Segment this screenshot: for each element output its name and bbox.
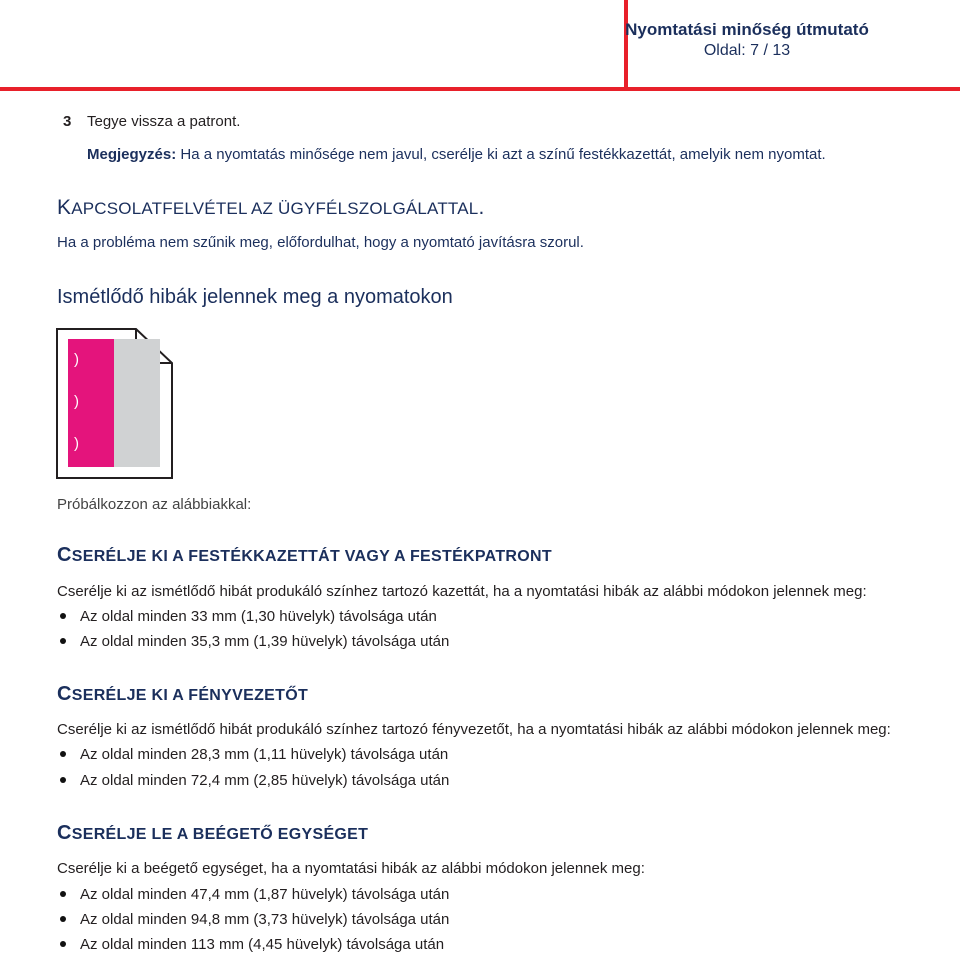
section-text: Cserélje ki az ismétlődő hibát produkáló színhez tartozó fényvezetőt, ha a nyomtatási hibák az alábbi módokon jelennek meg: bbox=[57, 721, 891, 738]
section-heading: CSERÉLJE KI A FÉNYVEZETŐT bbox=[57, 683, 309, 705]
list-item: Az oldal minden 72,4 mm (2,85 hüvelyk) távolsága után bbox=[60, 772, 449, 789]
section-heading: CSERÉLJE KI A FESTÉKKAZETTÁT VAGY A FESTÉKPATRONT bbox=[57, 544, 552, 566]
repeating-defects-illustration bbox=[56, 328, 174, 480]
step-text: Tegye vissza a patront. bbox=[87, 113, 241, 130]
step-number: 3 bbox=[63, 113, 72, 130]
contact-heading: KAPCSOLATFELVÉTEL AZ ÜGYFÉLSZOLGÁLATTAL. bbox=[57, 196, 485, 219]
list-item: Az oldal minden 94,8 mm (3,73 hüvelyk) távolsága után bbox=[60, 911, 449, 928]
contact-text: Ha a probléma nem szűnik meg, előfordulhat, hogy a nyomtató javításra szorul. bbox=[57, 234, 584, 251]
list-item: Az oldal minden 47,4 mm (1,87 hüvelyk) távolsága után bbox=[60, 886, 449, 903]
step-item bbox=[63, 113, 240, 130]
note bbox=[87, 146, 826, 163]
section-text: Cserélje ki a beégető egységet, ha a nyomtatási hibák az alábbi módokon jelennek meg: bbox=[57, 860, 645, 877]
list-item: Az oldal minden 35,3 mm (1,39 hüvelyk) távolsága után bbox=[60, 633, 449, 650]
list-item: Az oldal minden 113 mm (4,45 hüvelyk) távolsága után bbox=[60, 936, 444, 953]
defect-mark: ) bbox=[74, 393, 79, 410]
list-item: Az oldal minden 33 mm (1,30 hüvelyk) távolsága után bbox=[60, 608, 437, 625]
header-title: Nyomtatási minőség útmutató bbox=[625, 20, 869, 39]
section-text: Cserélje ki az ismétlődő hibát produkáló színhez tartozó kazettát, ha a nyomtatási hibák az alábbi módokon jelennek meg: bbox=[57, 583, 867, 600]
page-number: Oldal: 7 / 13 bbox=[703, 42, 791, 59]
try-text: Próbálkozzon az alábbiakkal: bbox=[57, 496, 252, 513]
list-item: Az oldal minden 28,3 mm (1,11 hüvelyk) távolsága után bbox=[60, 746, 448, 763]
note-label: Megjegyzés: bbox=[87, 146, 177, 163]
defect-mark: ) bbox=[74, 435, 79, 452]
defect-mark: ) bbox=[74, 351, 79, 368]
section-heading: CSERÉLJE LE A BEÉGETŐ EGYSÉGET bbox=[57, 822, 369, 844]
note-text: Ha a nyomtatás minősége nem javul, cserélje ki azt a színű festékkazettát, amelyik nem nyomtat. bbox=[180, 146, 826, 163]
page-title: Ismétlődő hibák jelennek meg a nyomatokon bbox=[57, 286, 453, 308]
header-divider-horizontal bbox=[0, 87, 960, 91]
gray-band bbox=[114, 339, 160, 467]
